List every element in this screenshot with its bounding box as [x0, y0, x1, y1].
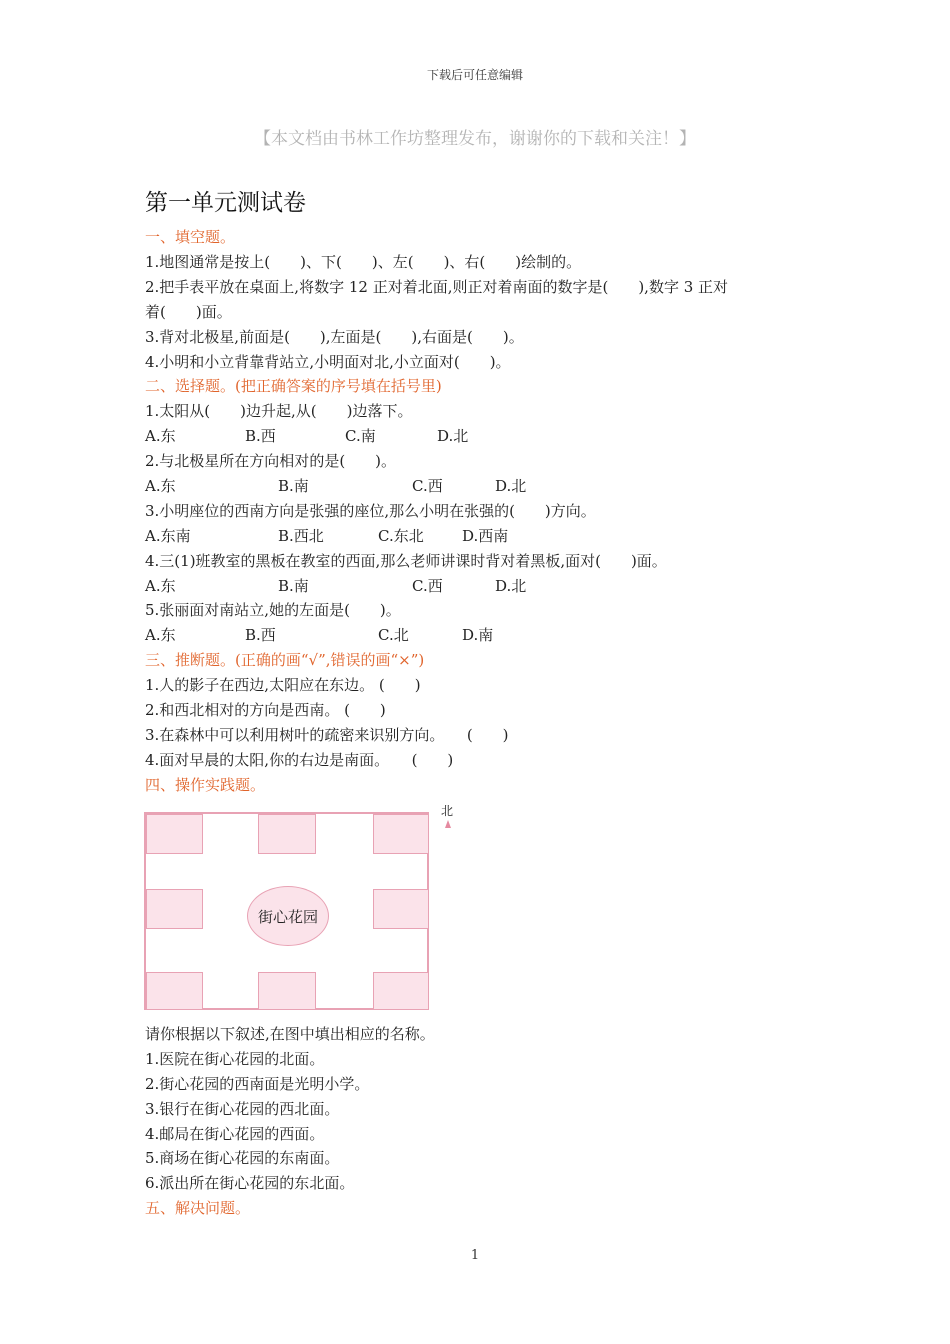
option-c: C.东北 [378, 527, 424, 545]
judge-question-1: 1.人的影子在西边,太阳应在东边。 ( ) [145, 676, 421, 694]
option-a: A.东 [145, 427, 176, 445]
garden-circle [247, 886, 329, 946]
option-d: D.南 [462, 626, 494, 644]
practice-item-1: 1.医院在街心花园的北面。 [145, 1050, 325, 1068]
section-choice-heading: 二、选择题。(把正确答案的序号填在括号里) [145, 377, 442, 395]
option-b: B.西 [245, 427, 276, 445]
practice-item-4: 4.邮局在街心花园的西面。 [145, 1125, 325, 1143]
document-banner: 【本文档由书林工作坊整理发布，谢谢你的下载和关注！】 [254, 129, 696, 149]
map-block-north [258, 814, 316, 854]
street-map [144, 812, 429, 1010]
section-solve-heading: 五、解决问题。 [145, 1199, 251, 1217]
option-c: C.北 [378, 626, 409, 644]
garden-label: 街心花园 [257, 907, 318, 926]
option-c: C.西 [412, 577, 443, 595]
page-title: 第一单元测试卷 [145, 190, 306, 216]
map-block-southeast [373, 972, 429, 1010]
fill-question-3: 3.背对北极星,前面是( ),左面是( ),右面是( )。 [145, 328, 524, 346]
page-number: 1 [470, 1248, 480, 1263]
option-b: B.南 [278, 477, 309, 495]
judge-question-2: 2.和西北相对的方向是西南。 ( ) [145, 701, 386, 719]
option-b: B.西北 [278, 527, 324, 545]
choice-options-4 [145, 576, 545, 596]
section-fill-heading: 一、填空题。 [145, 228, 236, 246]
practice-item-6: 6.派出所在街心花园的东北面。 [145, 1174, 355, 1192]
practice-intro: 请你根据以下叙述,在图中填出相应的名称。 [145, 1025, 435, 1043]
option-d: D.西南 [462, 527, 509, 545]
north-arrow-icon [445, 820, 451, 828]
map-block-northwest [146, 814, 203, 854]
choice-question-2: 2.与北极星所在方向相对的是( )。 [145, 452, 397, 470]
fill-question-2-cont: 着( )面。 [145, 303, 232, 321]
choice-options-1 [145, 426, 545, 446]
map-block-southwest [146, 972, 203, 1010]
option-c: C.西 [412, 477, 443, 495]
option-d: D.北 [495, 477, 527, 495]
judge-question-4: 4.面对早晨的太阳,你的右边是南面。 ( ) [145, 751, 454, 769]
map-block-northeast [373, 814, 429, 854]
choice-question-5: 5.张丽面对南站立,她的左面是( )。 [145, 601, 401, 619]
judge-question-3: 3.在森林中可以利用树叶的疏密来识别方向。 ( ) [145, 726, 509, 744]
option-b: B.西 [245, 626, 276, 644]
choice-options-2 [145, 476, 545, 496]
choice-question-1: 1.太阳从( )边升起,从( )边落下。 [145, 402, 413, 420]
fill-question-1: 1.地图通常是按上( )、下( )、左( )、右( )绘制的。 [145, 253, 582, 271]
option-a: A.东 [145, 577, 176, 595]
option-a: A.东 [145, 626, 176, 644]
map-block-west [146, 889, 203, 929]
practice-item-3: 3.银行在街心花园的西北面。 [145, 1100, 340, 1118]
map-block-east [373, 889, 429, 929]
option-d: D.北 [437, 427, 469, 445]
section-practice-heading: 四、操作实践题。 [145, 776, 266, 794]
practice-item-5: 5.商场在街心花园的东南面。 [145, 1149, 340, 1167]
fill-question-2: 2.把手表平放在桌面上,将数字 12 正对着北面,则正对着南面的数字是( ),数字 3 正对 [145, 278, 729, 296]
option-d: D.北 [495, 577, 527, 595]
section-judge-heading: 三、推断题。(正确的画“√”,错误的画“×”) [145, 651, 425, 669]
option-b: B.南 [278, 577, 309, 595]
fill-question-4: 4.小明和小立背靠背站立,小明面对北,小立面对( )。 [145, 353, 511, 371]
choice-options-3 [145, 526, 565, 546]
map-block-south [258, 972, 316, 1010]
choice-question-4: 4.三(1)班教室的黑板在教室的西面,那么老师讲课时背对着黑板,面对( )面。 [145, 552, 667, 570]
choice-question-3: 3.小明座位的西南方向是张强的座位,那么小明在张强的( )方向。 [145, 502, 596, 520]
north-label: 北 [441, 804, 454, 818]
practice-item-2: 2.街心花园的西南面是光明小学。 [145, 1075, 370, 1093]
header-note: 下载后可任意编辑 [426, 68, 523, 82]
option-a: A.东 [145, 477, 176, 495]
choice-options-5 [145, 625, 545, 645]
option-c: C.南 [345, 427, 376, 445]
option-a: A.东南 [145, 527, 191, 545]
